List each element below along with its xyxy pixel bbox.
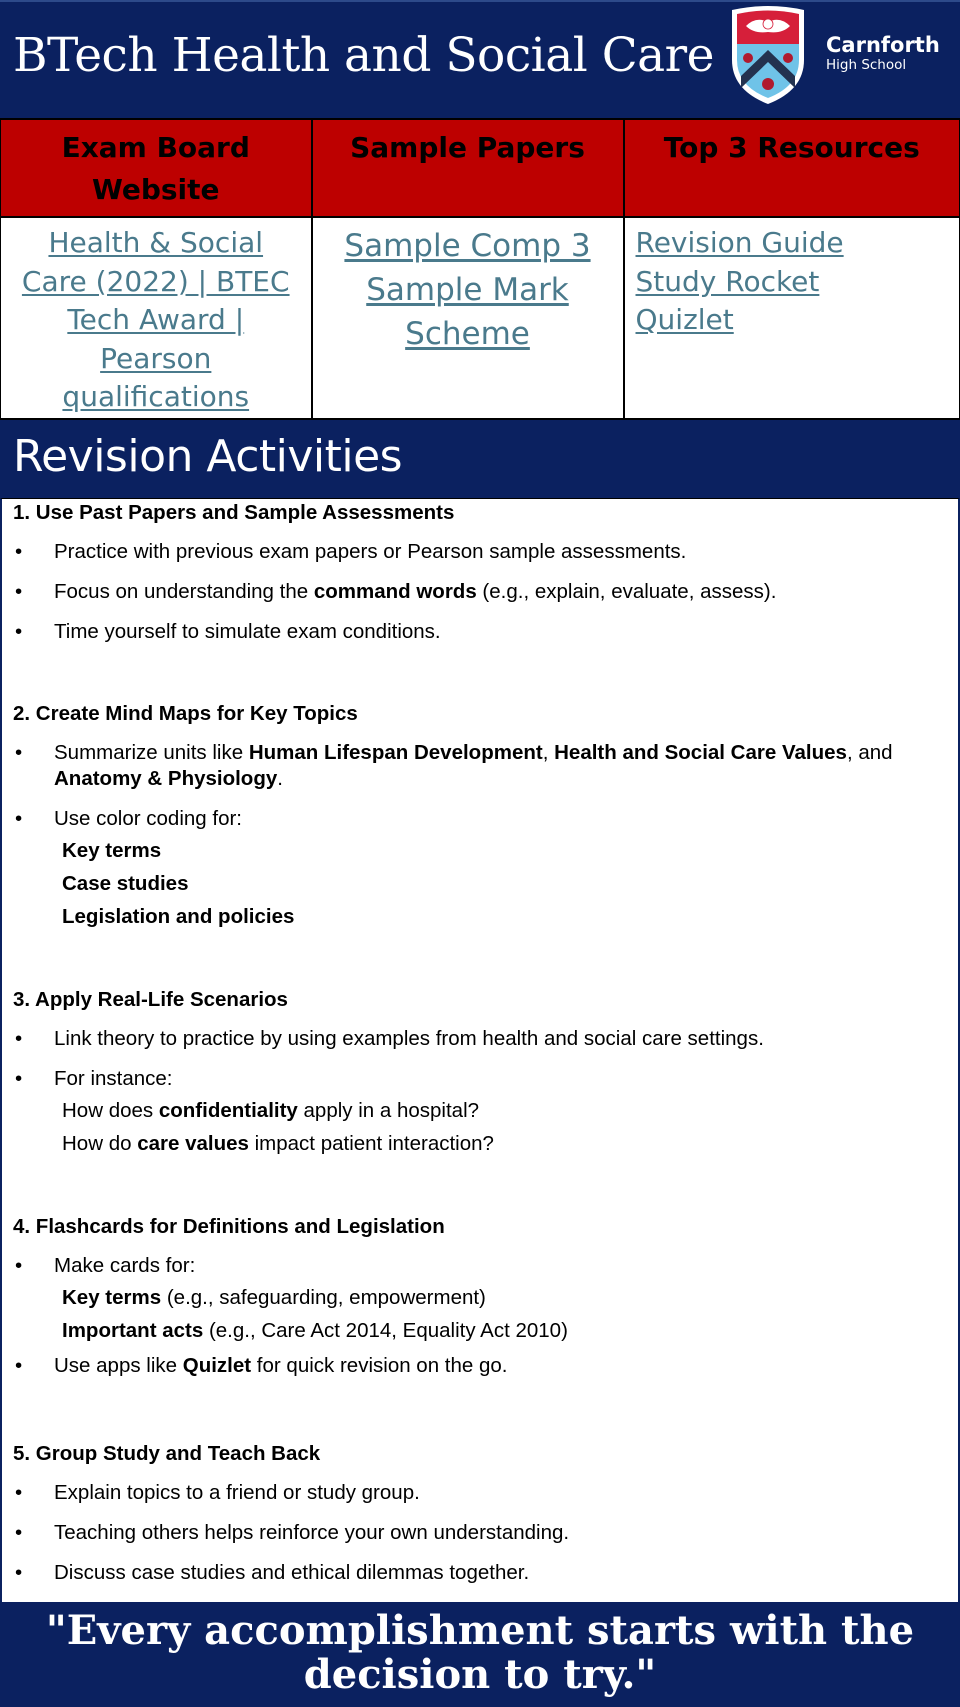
top-resources-cell — [624, 217, 960, 419]
text: (e.g., explain, evaluate, assess). — [476, 580, 777, 603]
sample-comp3-link[interactable]: Sample Comp 3 — [344, 228, 591, 264]
text: (e.g., safeguarding, empowerment) — [161, 1286, 486, 1309]
bullet-item: • Link theory to practice by using examples from health and social care settings. — [13, 1026, 943, 1052]
activity-heading: 4. Flashcards for Definitions and Legislation — [13, 1215, 445, 1238]
revision-activities-content — [0, 498, 960, 1602]
resources-table-header-row — [1, 119, 960, 217]
bullet-item: • Explain topics to a friend or study group. — [13, 1480, 943, 1506]
bullet-item: • Make cards for: — [13, 1253, 943, 1279]
bullet-item: • For instance: — [13, 1066, 943, 1092]
revision-guide-link[interactable]: Revision Guide — [635, 226, 844, 259]
activity-section-5 — [13, 1440, 943, 1586]
bullet-item: • Use color coding for: — [13, 806, 943, 832]
page-title: BTech Health and Social Care — [13, 28, 714, 83]
sub-item — [13, 834, 943, 867]
bullet-item: • Time yourself to simulate exam conditions. — [13, 619, 943, 645]
exam-board-link[interactable]: Health & Social Care (2022) | BTEC Tech Award | Pearson qualifications — [21, 226, 290, 413]
school-name-main: Carnforth — [826, 33, 940, 57]
sub-item — [13, 1281, 943, 1314]
bold-text: care values — [137, 1132, 249, 1155]
activity-section-1 — [13, 499, 943, 645]
bullet-item: • Discuss case studies and ethical dilemmas together. — [13, 1560, 943, 1586]
sub-item — [13, 1314, 943, 1347]
text: . — [277, 767, 283, 790]
bold-text: Key terms — [62, 839, 162, 862]
page-header — [0, 0, 960, 118]
activity-heading: 5. Group Study and Teach Back — [13, 1442, 321, 1465]
resources-table — [0, 118, 960, 420]
text: impact patient interaction? — [248, 1132, 494, 1155]
header-exam-board-website: Exam Board Website — [1, 119, 312, 217]
sub-item — [13, 900, 943, 933]
bullet-item — [13, 579, 943, 605]
sub-item — [13, 1127, 943, 1160]
school-crest-icon — [728, 4, 808, 106]
bold-text: Health and Social Care Values — [554, 741, 847, 764]
sub-item — [13, 867, 943, 900]
sub-item — [13, 1094, 943, 1127]
school-name-sub: High School — [826, 57, 907, 73]
header-top-resources: Top 3 Resources — [624, 119, 960, 217]
text: (e.g., Care Act 2014, Equality Act 2010) — [203, 1319, 568, 1342]
bullet-item: • Teaching others helps reinforce your own understanding. — [13, 1520, 943, 1546]
sample-papers-cell — [312, 217, 624, 419]
quizlet-link[interactable]: Quizlet — [635, 303, 734, 336]
motivational-quote: "Every accomplishment starts with the decision to try." — [45, 1607, 915, 1698]
bold-text: Legislation and policies — [62, 905, 295, 928]
text: apply in a hospital? — [297, 1099, 480, 1122]
revision-activities-title: Revision Activities — [13, 431, 403, 482]
bullet-item: • Practice with previous exam papers or Pearson sample assessments. — [13, 539, 943, 565]
text: , — [542, 741, 555, 764]
bold-text: Key terms — [62, 1286, 162, 1309]
school-name — [826, 33, 940, 73]
header-sample-papers: Sample Papers — [312, 119, 624, 217]
bold-text: Quizlet — [182, 1354, 252, 1377]
activity-section-3 — [13, 986, 943, 1160]
study-rocket-link[interactable]: Study Rocket — [635, 264, 820, 298]
bold-text: Case studies — [62, 872, 189, 895]
motivational-quote-banner — [0, 1602, 960, 1707]
activity-section-4 — [13, 1213, 943, 1379]
text: Use apps like — [54, 1354, 183, 1377]
activity-heading: 2. Create Mind Maps for Key Topics — [13, 702, 358, 725]
bullet-item — [13, 1353, 943, 1379]
text: How do — [62, 1132, 138, 1155]
text: How does — [62, 1099, 159, 1122]
exam-board-cell — [1, 217, 312, 419]
bold-text: command words — [313, 580, 477, 603]
bullet-item — [13, 740, 943, 792]
activity-heading: 3. Apply Real-Life Scenarios — [13, 988, 288, 1011]
resources-table-row — [1, 217, 960, 419]
bold-text: Important acts — [62, 1319, 204, 1342]
text: Focus on understanding the — [54, 580, 314, 603]
activity-section-2 — [13, 700, 943, 933]
activity-heading: 1. Use Past Papers and Sample Assessments — [13, 501, 455, 524]
bold-text: Anatomy & Physiology — [54, 767, 278, 790]
text: Summarize units like — [54, 741, 249, 764]
revision-activities-banner — [0, 420, 960, 498]
text: for quick revision on the go. — [251, 1354, 508, 1377]
sample-mark-scheme-link[interactable]: Sample Mark Scheme — [366, 272, 569, 352]
bold-text: confidentiality — [158, 1099, 298, 1122]
text: , and — [846, 741, 893, 764]
bold-text: Human Lifespan Development — [248, 741, 543, 764]
